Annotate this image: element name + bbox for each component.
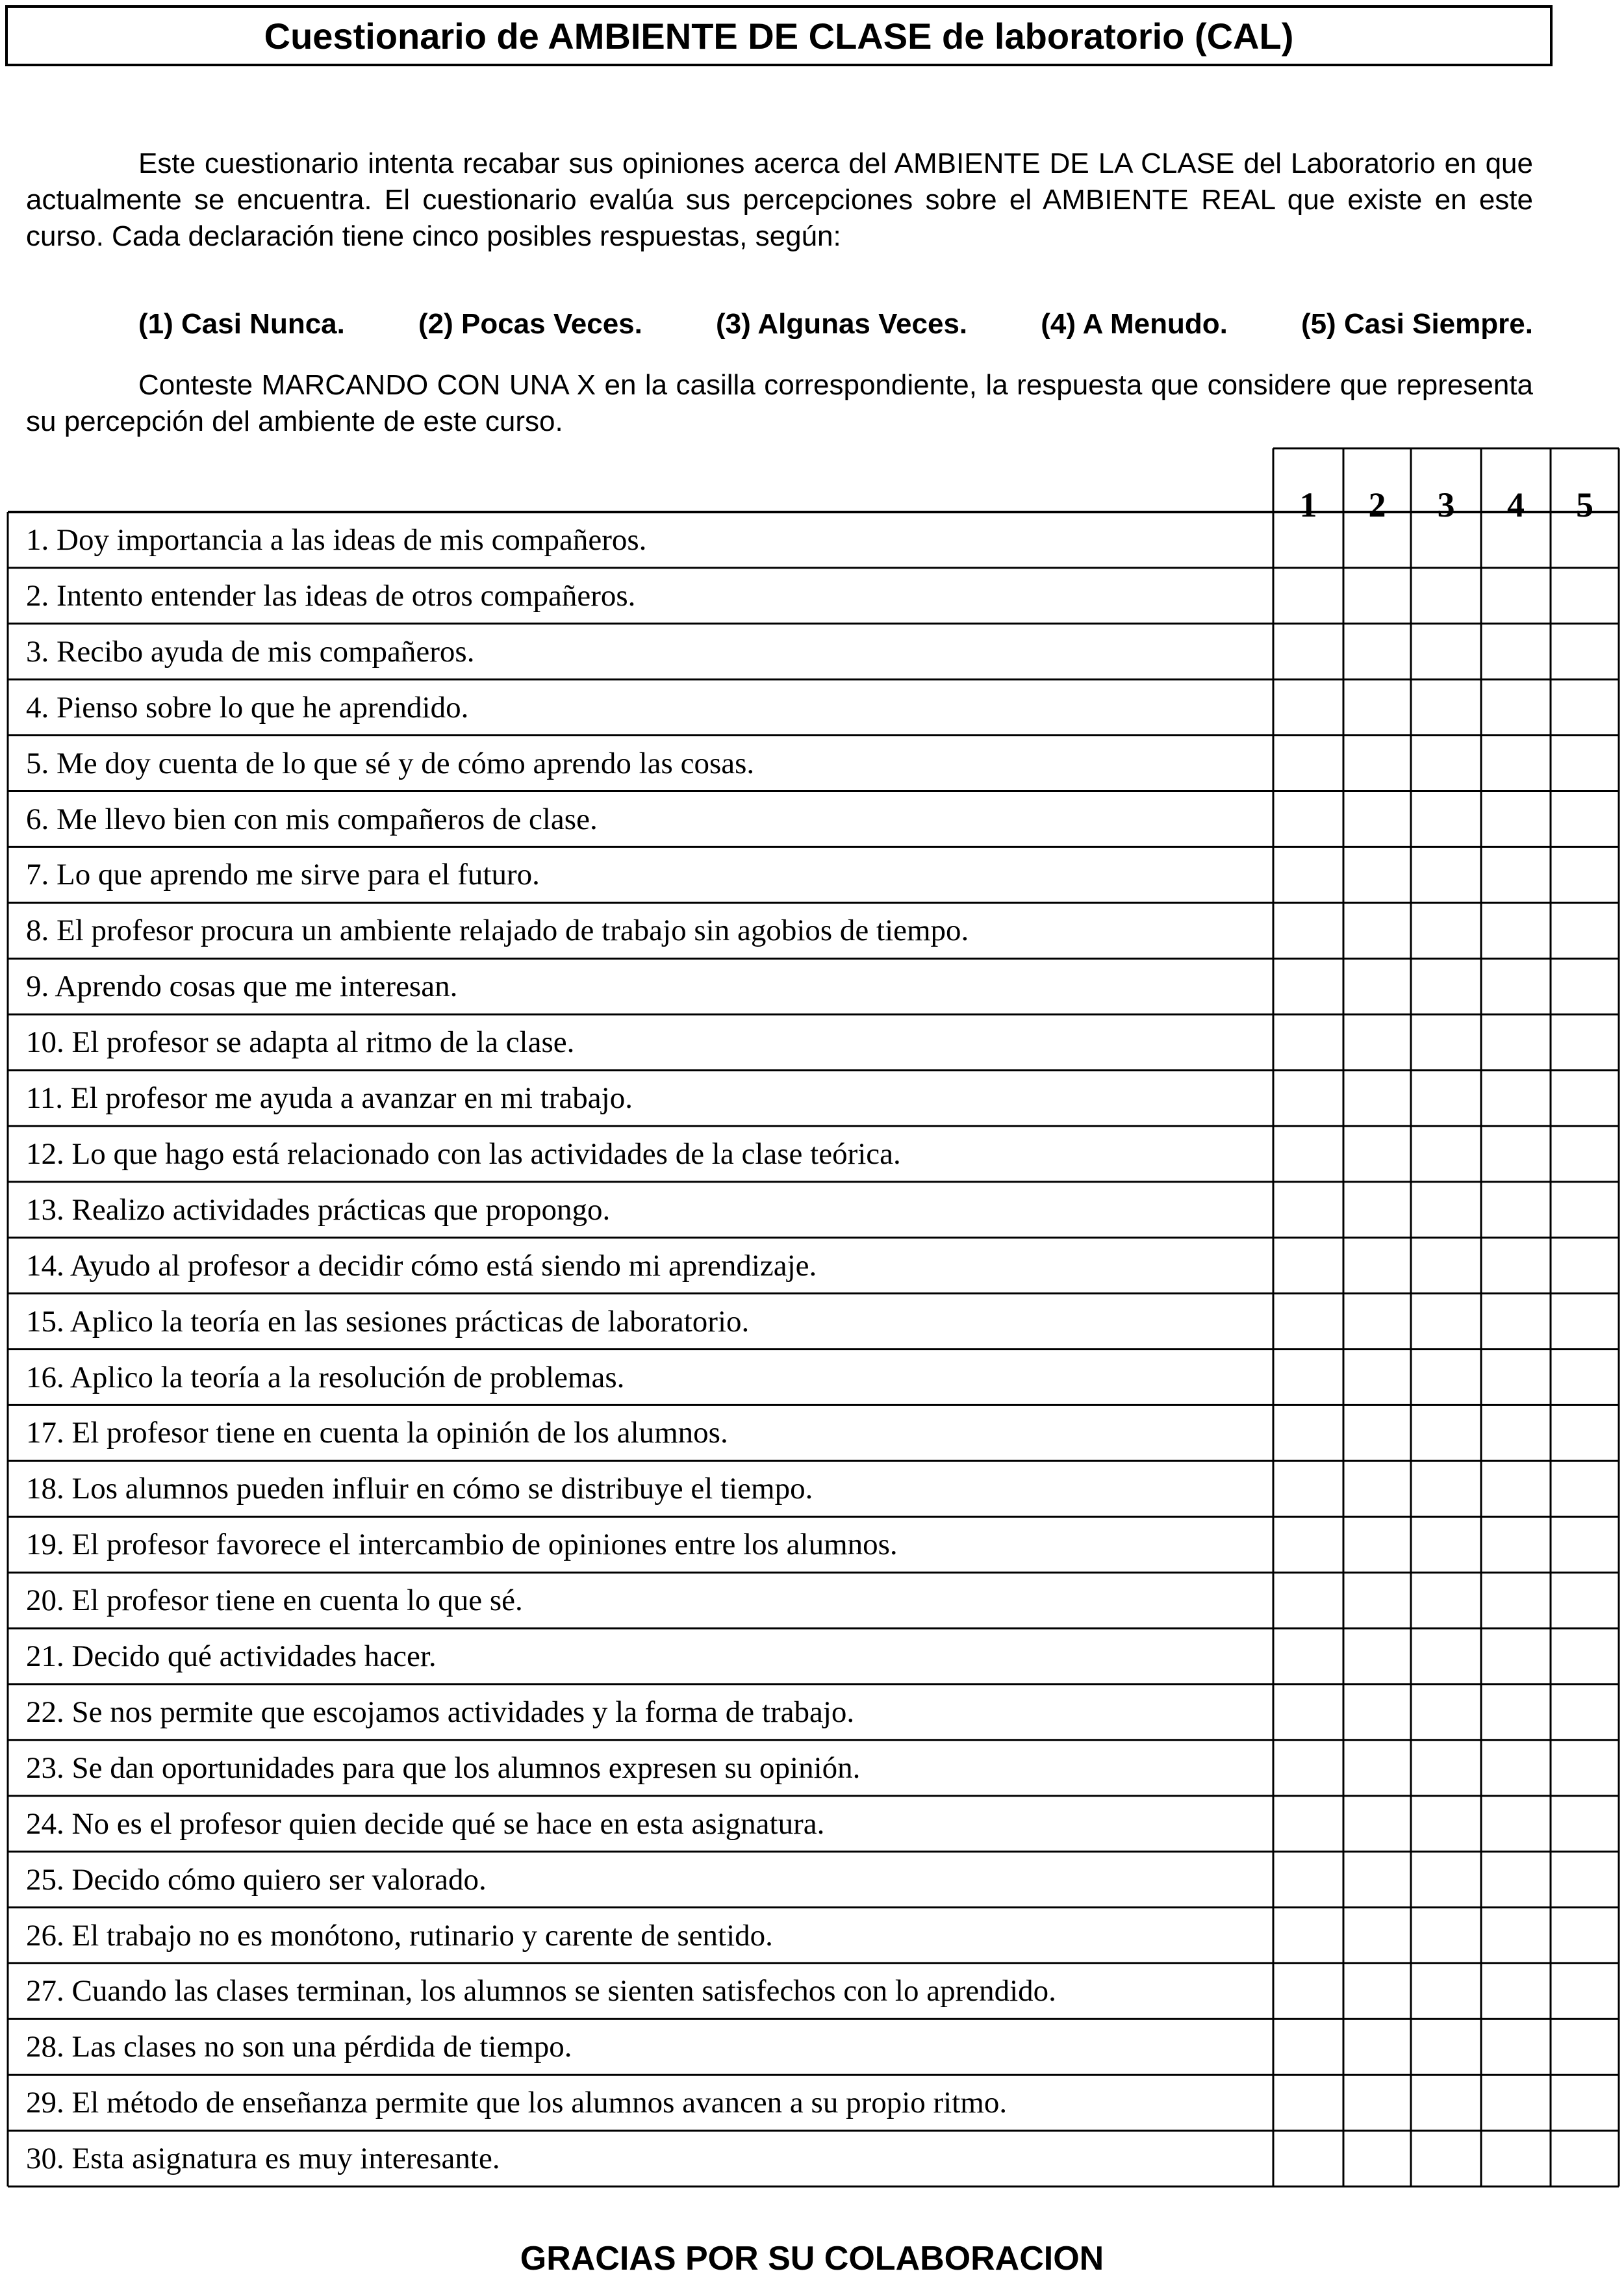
answer-checkbox[interactable] bbox=[1552, 513, 1618, 567]
answer-checkbox[interactable] bbox=[1345, 1741, 1410, 1795]
answer-checkbox[interactable] bbox=[1275, 1462, 1342, 1515]
answer-checkbox[interactable] bbox=[1482, 1909, 1549, 1962]
answer-checkbox[interactable] bbox=[1482, 1016, 1549, 1069]
column-header-2: 2 bbox=[1368, 485, 1386, 524]
answer-checkbox[interactable] bbox=[1412, 1741, 1480, 1795]
answer-checkbox[interactable] bbox=[1482, 1574, 1549, 1627]
footer-thanks: GRACIAS POR SU COLABORACION bbox=[520, 2240, 1104, 2277]
answer-checkbox[interactable] bbox=[1412, 1351, 1480, 1404]
answer-checkbox[interactable] bbox=[1552, 569, 1618, 622]
question-item: 5. Me doy cuenta de lo que sé y de cómo aprendo las cosas. bbox=[26, 746, 755, 780]
answer-checkbox[interactable] bbox=[1552, 960, 1618, 1013]
answer-checkbox[interactable] bbox=[1412, 1016, 1480, 1069]
scale-option: (5) Casi Siempre. bbox=[1300, 308, 1533, 340]
question-item: 21. Decido qué actividades hacer. bbox=[26, 1639, 437, 1673]
question-item: 23. Se dan oportunidades para que los alumnos expresen su opinión. bbox=[26, 1750, 861, 1785]
answer-checkbox[interactable] bbox=[1275, 1964, 1342, 2018]
response-scale bbox=[138, 308, 1533, 340]
answer-checkbox[interactable] bbox=[1412, 1127, 1480, 1181]
answer-checkbox[interactable] bbox=[1552, 1295, 1618, 1348]
answer-checkbox[interactable] bbox=[1275, 513, 1342, 567]
answer-checkbox[interactable] bbox=[1412, 793, 1480, 846]
answer-checkbox[interactable] bbox=[1275, 1630, 1342, 1683]
question-item: 30. Esta asignatura es muy interesante. bbox=[26, 2142, 500, 2176]
answer-checkbox[interactable] bbox=[1345, 1853, 1410, 1906]
answer-checkbox[interactable] bbox=[1275, 2132, 1342, 2185]
column-header-4: 4 bbox=[1507, 485, 1525, 524]
answer-checkbox[interactable] bbox=[1412, 2076, 1480, 2129]
answer-checkbox[interactable] bbox=[1275, 1183, 1342, 1237]
answer-checkbox[interactable] bbox=[1275, 793, 1342, 846]
answer-checkbox[interactable] bbox=[1345, 1518, 1410, 1571]
answer-checkbox[interactable] bbox=[1552, 1741, 1618, 1795]
answer-checkbox[interactable] bbox=[1412, 513, 1480, 567]
answer-checkbox[interactable] bbox=[1412, 2020, 1480, 2073]
answer-checkbox[interactable] bbox=[1275, 737, 1342, 790]
question-item: 7. Lo que aprendo me sirve para el futuro. bbox=[26, 858, 540, 892]
question-item: 4. Pienso sobre lo que he aprendido. bbox=[26, 690, 469, 724]
instructions-paragraph: Conteste MARCANDO CON UNA X en la casilla correspondiente, la respuesta que considere que representa su percepción del ambiente de este curso. bbox=[26, 369, 1533, 437]
answer-checkbox[interactable] bbox=[1482, 1351, 1549, 1404]
answer-checkbox[interactable] bbox=[1275, 1797, 1342, 1851]
answer-checkbox[interactable] bbox=[1345, 1406, 1410, 1459]
answer-checkbox[interactable] bbox=[1275, 569, 1342, 622]
answer-checkbox[interactable] bbox=[1552, 1964, 1618, 2018]
answer-checkbox[interactable] bbox=[1412, 1183, 1480, 1237]
answer-checkbox[interactable] bbox=[1552, 904, 1618, 957]
question-item: 25. Decido cómo quiero ser valorado. bbox=[26, 1862, 487, 1897]
question-item: 20. El profesor tiene en cuenta lo que sé. bbox=[26, 1583, 523, 1618]
question-item: 12. Lo que hago está relacionado con las actividades de la clase teórica. bbox=[26, 1136, 901, 1171]
scale-option: (2) Pocas Veces. bbox=[418, 308, 642, 340]
answer-checkbox[interactable] bbox=[1482, 960, 1549, 1013]
answer-checkbox[interactable] bbox=[1345, 1909, 1410, 1962]
answer-checkbox[interactable] bbox=[1345, 681, 1410, 734]
answer-checkbox[interactable] bbox=[1345, 1071, 1410, 1125]
answer-checkbox[interactable] bbox=[1345, 1797, 1410, 1851]
answer-checkbox[interactable] bbox=[1275, 1686, 1342, 1739]
answer-checkbox[interactable] bbox=[1345, 960, 1410, 1013]
answer-checkbox[interactable] bbox=[1345, 1964, 1410, 2018]
answer-checkbox[interactable] bbox=[1412, 2132, 1480, 2185]
question-item: 18. Los alumnos pueden influir en cómo se distribuye el tiempo. bbox=[26, 1472, 813, 1506]
answer-checkbox[interactable] bbox=[1552, 793, 1618, 846]
scale-option: (4) A Menudo. bbox=[1041, 308, 1228, 340]
answer-checkbox[interactable] bbox=[1345, 1016, 1410, 1069]
answer-checkbox[interactable] bbox=[1482, 1518, 1549, 1571]
answer-checkbox[interactable] bbox=[1412, 1797, 1480, 1851]
answer-checkbox[interactable] bbox=[1275, 1574, 1342, 1627]
answer-checkbox[interactable] bbox=[1275, 1853, 1342, 1906]
question-item: 3. Recibo ayuda de mis compañeros. bbox=[26, 634, 475, 669]
answer-checkbox[interactable] bbox=[1412, 569, 1480, 622]
answer-checkbox[interactable] bbox=[1275, 681, 1342, 734]
answer-checkbox[interactable] bbox=[1345, 737, 1410, 790]
answer-checkbox[interactable] bbox=[1482, 737, 1549, 790]
answer-checkbox[interactable] bbox=[1345, 1295, 1410, 1348]
answer-checkbox[interactable] bbox=[1552, 625, 1618, 678]
answer-checkbox[interactable] bbox=[1482, 1127, 1549, 1181]
question-item: 11. El profesor me ayuda a avanzar en mi trabajo. bbox=[26, 1081, 633, 1115]
answer-checkbox[interactable] bbox=[1275, 960, 1342, 1013]
answer-checkbox[interactable] bbox=[1482, 1630, 1549, 1683]
answer-checkbox[interactable] bbox=[1275, 1295, 1342, 1348]
question-item: 2. Intento entender las ideas de otros compañeros. bbox=[26, 578, 636, 613]
question-item: 10. El profesor se adapta al ritmo de la clase. bbox=[26, 1025, 575, 1060]
intro-paragraph: Este cuestionario intenta recabar sus opiniones acerca del AMBIENTE DE LA CLASE del Laboratorio en que actualmente se encuentra. El cuestionario evalúa sus percepciones sobre el AMBIENTE REAL que existe en este curso. Cada declaración tiene cinco posibles respuestas, según: bbox=[26, 147, 1533, 252]
answer-checkbox[interactable] bbox=[1552, 1909, 1618, 1962]
answer-checkbox[interactable] bbox=[1412, 1071, 1480, 1125]
answer-checkbox[interactable] bbox=[1482, 1183, 1549, 1237]
answer-checkbox[interactable] bbox=[1482, 1964, 1549, 2018]
answer-checkbox[interactable] bbox=[1275, 1351, 1342, 1404]
question-item: 6. Me llevo bien con mis compañeros de clase. bbox=[26, 802, 598, 836]
answer-checkbox[interactable] bbox=[1482, 1406, 1549, 1459]
question-item: 27. Cuando las clases terminan, los alumnos se sienten satisfechos con lo aprendido. bbox=[26, 1974, 1056, 2008]
answer-checkbox[interactable] bbox=[1275, 1016, 1342, 1069]
answer-checkbox[interactable] bbox=[1412, 1462, 1480, 1515]
answer-checkbox[interactable] bbox=[1552, 1183, 1618, 1237]
page-title: Cuestionario de AMBIENTE DE CLASE de laboratorio (CAL) bbox=[5, 5, 1553, 66]
answer-checkbox[interactable] bbox=[1345, 1462, 1410, 1515]
answer-checkbox[interactable] bbox=[1482, 625, 1549, 678]
answer-checkbox[interactable] bbox=[1482, 793, 1549, 846]
answer-checkbox[interactable] bbox=[1345, 1630, 1410, 1683]
answer-checkbox[interactable] bbox=[1412, 1630, 1480, 1683]
answer-checkbox[interactable] bbox=[1275, 1071, 1342, 1125]
answer-checkbox[interactable] bbox=[1275, 1741, 1342, 1795]
answer-checkbox[interactable] bbox=[1412, 960, 1480, 1013]
answer-checkbox[interactable] bbox=[1552, 2076, 1618, 2129]
answer-checkbox[interactable] bbox=[1412, 681, 1480, 734]
question-item: 19. El profesor favorece el intercambio de opiniones entre los alumnos. bbox=[26, 1528, 898, 1562]
answer-checkbox[interactable] bbox=[1552, 2020, 1618, 2073]
answer-checkbox[interactable] bbox=[1552, 1574, 1618, 1627]
answer-checkbox[interactable] bbox=[1552, 848, 1618, 901]
answer-checkbox[interactable] bbox=[1482, 1462, 1549, 1515]
answer-checkbox[interactable] bbox=[1552, 1853, 1618, 1906]
answer-checkbox[interactable] bbox=[1552, 2132, 1618, 2185]
answer-checkbox[interactable] bbox=[1552, 1462, 1618, 1515]
answer-checkbox[interactable] bbox=[1482, 1741, 1549, 1795]
question-item: 8. El profesor procura un ambiente relajado de trabajo sin agobios de tiempo. bbox=[26, 914, 969, 948]
answer-checkbox[interactable] bbox=[1275, 2020, 1342, 2073]
answer-checkbox[interactable] bbox=[1552, 1351, 1618, 1404]
column-header-3: 3 bbox=[1437, 485, 1455, 524]
answer-checkbox[interactable] bbox=[1482, 2020, 1549, 2073]
answer-checkbox[interactable] bbox=[1412, 1518, 1480, 1571]
answer-checkbox[interactable] bbox=[1482, 848, 1549, 901]
answer-checkbox[interactable] bbox=[1345, 2020, 1410, 2073]
answer-checkbox[interactable] bbox=[1552, 1406, 1618, 1459]
answer-checkbox[interactable] bbox=[1345, 848, 1410, 901]
scale-option: (3) Algunas Veces. bbox=[715, 308, 968, 340]
answer-checkbox[interactable] bbox=[1275, 1406, 1342, 1459]
question-item: 9. Aprendo cosas que me interesan. bbox=[26, 969, 458, 1004]
answer-checkbox[interactable] bbox=[1275, 904, 1342, 957]
column-header-1: 1 bbox=[1299, 485, 1317, 524]
question-item: 15. Aplico la teoría en las sesiones prácticas de laboratorio. bbox=[26, 1304, 750, 1339]
question-item: 17. El profesor tiene en cuenta la opinión de los alumnos. bbox=[26, 1416, 728, 1450]
answer-checkbox[interactable] bbox=[1412, 1686, 1480, 1739]
question-item: 22. Se nos permite que escojamos actividades y la forma de trabajo. bbox=[26, 1695, 855, 1729]
answer-checkbox[interactable] bbox=[1482, 1853, 1549, 1906]
question-item: 16. Aplico la teoría a la resolución de problemas. bbox=[26, 1360, 625, 1394]
answer-checkbox[interactable] bbox=[1275, 848, 1342, 901]
answer-checkbox[interactable] bbox=[1412, 1406, 1480, 1459]
answer-checkbox[interactable] bbox=[1412, 1909, 1480, 1962]
answer-checkbox[interactable] bbox=[1412, 1574, 1480, 1627]
answer-checkbox[interactable] bbox=[1482, 904, 1549, 957]
answer-checkbox[interactable] bbox=[1552, 1016, 1618, 1069]
column-header-5: 5 bbox=[1576, 485, 1593, 524]
question-item: 1. Doy importancia a las ideas de mis compañeros. bbox=[26, 523, 647, 557]
answer-checkbox[interactable] bbox=[1345, 1574, 1410, 1627]
answer-checkbox[interactable] bbox=[1412, 1964, 1480, 2018]
answer-checkbox[interactable] bbox=[1275, 1239, 1342, 1292]
answer-checkbox[interactable] bbox=[1275, 2076, 1342, 2129]
answer-checkbox[interactable] bbox=[1482, 1295, 1549, 1348]
answer-checkbox[interactable] bbox=[1412, 1853, 1480, 1906]
answer-checkbox[interactable] bbox=[1552, 1127, 1618, 1181]
answer-checkbox[interactable] bbox=[1412, 625, 1480, 678]
answer-checkbox[interactable] bbox=[1552, 681, 1618, 734]
answer-checkbox[interactable] bbox=[1552, 1686, 1618, 1739]
answer-checkbox[interactable] bbox=[1275, 1127, 1342, 1181]
answer-checkbox[interactable] bbox=[1482, 569, 1549, 622]
answer-checkbox[interactable] bbox=[1345, 2076, 1410, 2129]
answer-checkbox[interactable] bbox=[1552, 1797, 1618, 1851]
answer-checkbox[interactable] bbox=[1345, 2132, 1410, 2185]
answer-checkbox[interactable] bbox=[1552, 1630, 1618, 1683]
answer-checkbox[interactable] bbox=[1552, 737, 1618, 790]
answer-checkbox[interactable] bbox=[1345, 569, 1410, 622]
answer-checkbox[interactable] bbox=[1412, 904, 1480, 957]
question-item: 28. Las clases no son una pérdida de tiempo. bbox=[26, 2030, 572, 2064]
answer-checkbox[interactable] bbox=[1552, 1239, 1618, 1292]
answer-checkbox[interactable] bbox=[1345, 1239, 1410, 1292]
question-item: 26. El trabajo no es monótono, rutinario y carente de sentido. bbox=[26, 1918, 773, 1953]
question-item: 14. Ayudo al profesor a decidir cómo está siendo mi aprendizaje. bbox=[26, 1248, 817, 1283]
answer-checkbox[interactable] bbox=[1345, 625, 1410, 678]
answer-checkbox[interactable] bbox=[1345, 1127, 1410, 1181]
answer-checkbox[interactable] bbox=[1552, 1071, 1618, 1125]
answer-checkbox[interactable] bbox=[1345, 793, 1410, 846]
question-item: 24. No es el profesor quien decide qué se hace en esta asignatura. bbox=[26, 1806, 825, 1841]
answer-checkbox[interactable] bbox=[1275, 1909, 1342, 1962]
answer-checkbox[interactable] bbox=[1412, 737, 1480, 790]
answer-checkbox[interactable] bbox=[1482, 1239, 1549, 1292]
answer-checkbox[interactable] bbox=[1412, 1295, 1480, 1348]
question-item: 29. El método de enseñanza permite que los alumnos avancen a su propio ritmo. bbox=[26, 2086, 1008, 2120]
answer-checkbox[interactable] bbox=[1482, 1071, 1549, 1125]
answer-checkbox[interactable] bbox=[1345, 513, 1410, 567]
answer-checkbox[interactable] bbox=[1482, 1797, 1549, 1851]
answer-checkbox[interactable] bbox=[1482, 2076, 1549, 2129]
answer-checkbox[interactable] bbox=[1482, 2132, 1549, 2185]
answer-checkbox[interactable] bbox=[1275, 1518, 1342, 1571]
answer-checkbox[interactable] bbox=[1552, 1518, 1618, 1571]
answer-checkbox[interactable] bbox=[1482, 681, 1549, 734]
answer-checkbox[interactable] bbox=[1345, 1351, 1410, 1404]
scale-option: (1) Casi Nunca. bbox=[138, 308, 345, 340]
answer-checkbox[interactable] bbox=[1412, 1239, 1480, 1292]
answer-checkbox[interactable] bbox=[1412, 848, 1480, 901]
answer-checkbox[interactable] bbox=[1275, 625, 1342, 678]
answer-checkbox[interactable] bbox=[1345, 1686, 1410, 1739]
answer-checkbox[interactable] bbox=[1482, 1686, 1549, 1739]
answer-checkbox[interactable] bbox=[1482, 513, 1549, 567]
answer-checkbox[interactable] bbox=[1345, 1183, 1410, 1237]
question-item: 13. Realizo actividades prácticas que propongo. bbox=[26, 1192, 611, 1227]
answer-checkbox[interactable] bbox=[1345, 904, 1410, 957]
